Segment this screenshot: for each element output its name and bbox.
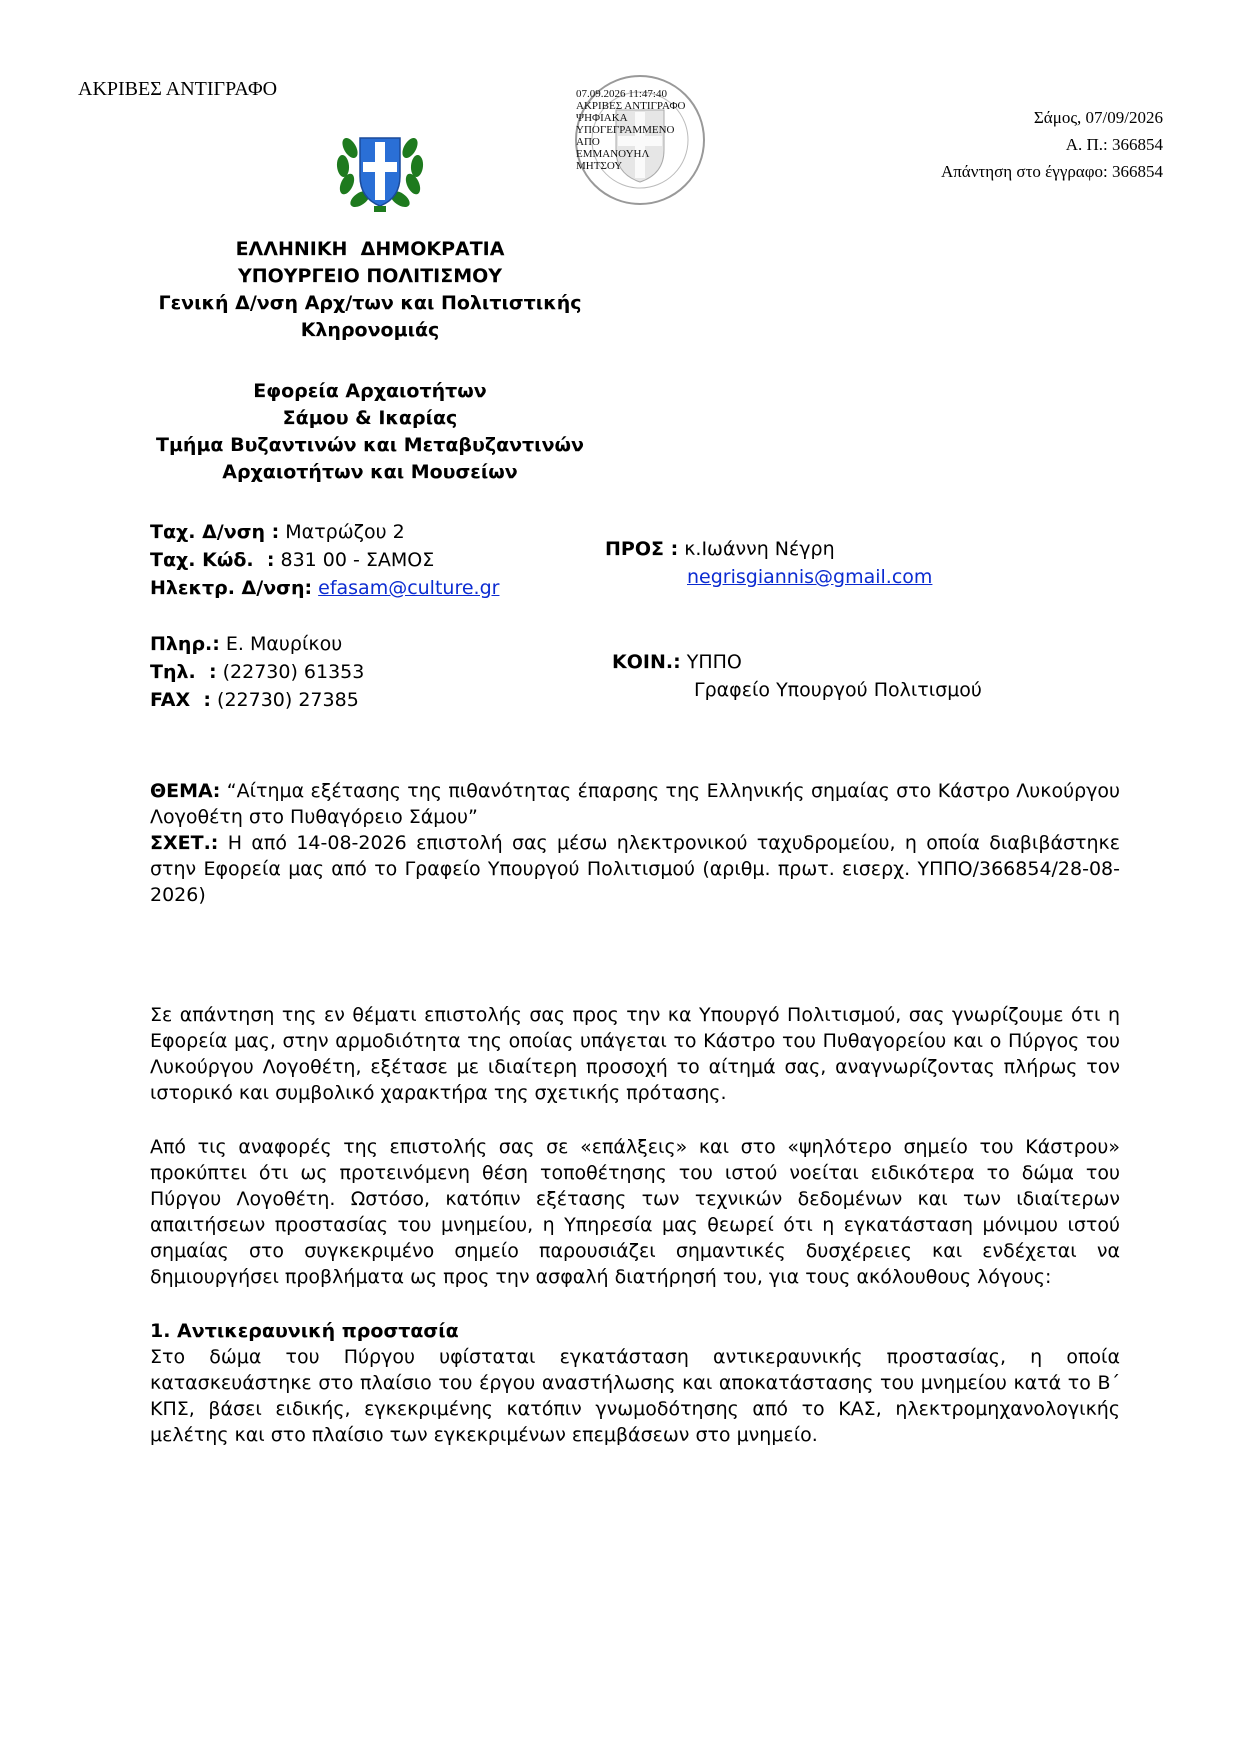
department-header	[140, 378, 600, 486]
phone-label: Τηλ. :	[150, 661, 217, 683]
section-1-text: Στο δώμα του Πύργου υφίσταται εγκατάσταση αντικεραυνικής προστασίας, η οποία κατασκευάστηκε στο πλαίσιο του έργου αναστήλωσης και αποκατάστασης του μνημείου κατά το Β΄ ΚΠΣ, βάσει ειδικής, εγκεκριμένης κατόπιν γνωμοδότησης από το ΚΑΣ, ηλεκτρομηχανολογικής μελέτης και στο πλαίσιο των εγκεκριμένων επεμβάσεων στο μνημείο.	[150, 1346, 1120, 1446]
department-line-1: Εφορεία Αρχαιοτήτων	[253, 380, 487, 402]
cc-label: ΚΟΙΝ.:	[612, 651, 681, 673]
address-row	[150, 518, 499, 546]
postcode-label: Ταχ. Κώδ. :	[150, 549, 275, 571]
fax-label: FAX :	[150, 689, 211, 711]
ministry-header	[140, 236, 600, 344]
recipient-email-link[interactable]: negrisgiannis@gmail.com	[687, 566, 933, 588]
body-paragraph-1: Σε απάντηση της εν θέματι επιστολής σας προς την κα Υπουργό Πολιτισμού, σας γνωρίζουμε ότι η Εφορεία μας, στην αρμοδιότητα της οποίας υπάγεται το Κάστρο του Πυθαγορείου και ο Πύργος του Λυκούργου Λογοθέτη, εξέτασε με ιδιαίτερη προσοχή το αίτημά σας, αναγνωρίζοντας πλήρως τον ιστορικό και συμβολικό χαρακτήρα της σχετικής πρότασης.	[150, 1004, 1120, 1104]
info-row	[150, 630, 364, 658]
recipient-block	[605, 535, 932, 591]
coat-of-arms-emblem	[330, 118, 430, 218]
subject-label: ΘΕΜΑ:	[150, 780, 221, 802]
department-line-4: Αρχαιοτήτων και Μουσείων	[222, 461, 518, 483]
postcode-row	[150, 546, 499, 574]
place-date: Σάμος, 07/09/2026	[1033, 108, 1163, 127]
department-line-2: Σάμου & Ικαρίας	[282, 407, 458, 429]
subject-block	[150, 778, 1120, 908]
section-1-title: 1. Αντικεραυνική προστασία	[150, 1320, 459, 1342]
header-line-4: Κληρονομιάς	[300, 319, 440, 341]
address-label: Ταχ. Δ/νση :	[150, 521, 280, 543]
person-block	[150, 630, 364, 714]
digital-signature-stamp	[570, 70, 710, 210]
address-value: Ματρώζου 2	[285, 521, 405, 543]
postcode-value: 831 00 - ΣΑΜΟΣ	[280, 549, 435, 571]
email-row	[150, 574, 499, 602]
letter-body	[150, 1002, 1120, 1476]
document-meta	[941, 104, 1163, 185]
cc-line-1: ΥΠΠΟ	[686, 651, 742, 673]
fax-value: (22730) 27385	[217, 689, 359, 711]
info-label: Πληρ.:	[150, 633, 220, 655]
recipient-name: κ.Ιωάννη Νέγρη	[684, 538, 835, 560]
body-paragraph-2: Από τις αναφορές της επιστολής σας σε «επάλξεις» και στο «ψηλότερο σημείο του Κάστρου» προκύπτει ότι ως προτεινόμενη θέση τοποθέτησης του ιστού νοείται ειδικότερα το δώμα του Πύργου Λογοθέτη. Ωστόσο, κατόπιν εξέτασης των τεχνικών δεδομένων και των ιδιαίτερων απαιτήσεων προστασίας του μνημείου, η Υπηρεσία μας θεωρεί ότι η εγκατάσταση μόνιμου ιστού σημαίας στο συγκεκριμένο σημείο παρουσιάζει σημαντικές δυσχέρειες και ενδέχεται να δημιουργήσει προβλήματα ως προς την ασφαλή διατήρησή του, για τους ακόλουθους λόγους:	[150, 1136, 1120, 1288]
fax-row	[150, 686, 364, 714]
email-label: Ηλεκτρ. Δ/νση:	[150, 577, 313, 599]
cc-block	[612, 648, 982, 704]
department-line-3: Τμήμα Βυζαντινών και Μεταβυζαντινών	[155, 434, 584, 456]
reference-label: ΣΧΕΤ.:	[150, 832, 219, 854]
reply-reference: Απάντηση στο έγγραφο: 366854	[940, 162, 1163, 181]
header-line-2: ΥΠΟΥΡΓΕΙΟ ΠΟΛΙΤΙΣΜΟΥ	[237, 265, 503, 287]
reference-text: Η από 14-08-2026 επιστολή σας μέσω ηλεκτρονικού ταχυδρομείου, η οποία διαβιβάστηκε στην Εφορεία μας από το Γραφείο Υπουργού Πολιτισμού (αριθμ. πρωτ. εισερχ. ΥΠΠΟ/366854/28-08-2026)	[150, 832, 1120, 906]
cc-line-2: Γραφείο Υπουργού Πολιτισμού	[694, 679, 982, 701]
subject-text: “Αίτημα εξέτασης της πιθανότητας έπαρσης της Ελληνικής σημαίας στο Κάστρο Λυκούργου Λογοθέτη στο Πυθαγόρειο Σάμου”	[150, 780, 1120, 828]
stamp-text: 07.09.2026 11:47:40 ΑΚΡΙΒΕΣ ΑΝΤΙΓΡΑΦΟ ΨΗΦΙΑΚΑ ΥΠΟΓΕΓΡΑΜΜΕΝΟ ΑΠΟ ΕΜΜΑΝΟΥΗΛ ΜΗΤΣΟΥ	[576, 88, 686, 172]
phone-value: (22730) 61353	[222, 661, 365, 683]
info-value: Ε. Μαυρίκου	[225, 633, 343, 655]
protocol-number: Α. Π.: 366854	[1065, 135, 1163, 154]
contact-block	[150, 518, 499, 602]
recipient-label: ΠΡΟΣ :	[605, 538, 679, 560]
phone-row	[150, 658, 364, 686]
email-link[interactable]: efasam@culture.gr	[318, 577, 500, 599]
header-line-3: Γενική Δ/νση Αρχ/των και Πολιτιστικής	[158, 292, 582, 314]
certified-copy-label: ΑΚΡΙΒΕΣ ΑΝΤΙΓΡΑΦΟ	[78, 78, 278, 100]
header-line-1: ΕΛΛΗΝΙΚΗ ΔΗΜΟΚΡΑΤΙΑ	[235, 238, 505, 260]
